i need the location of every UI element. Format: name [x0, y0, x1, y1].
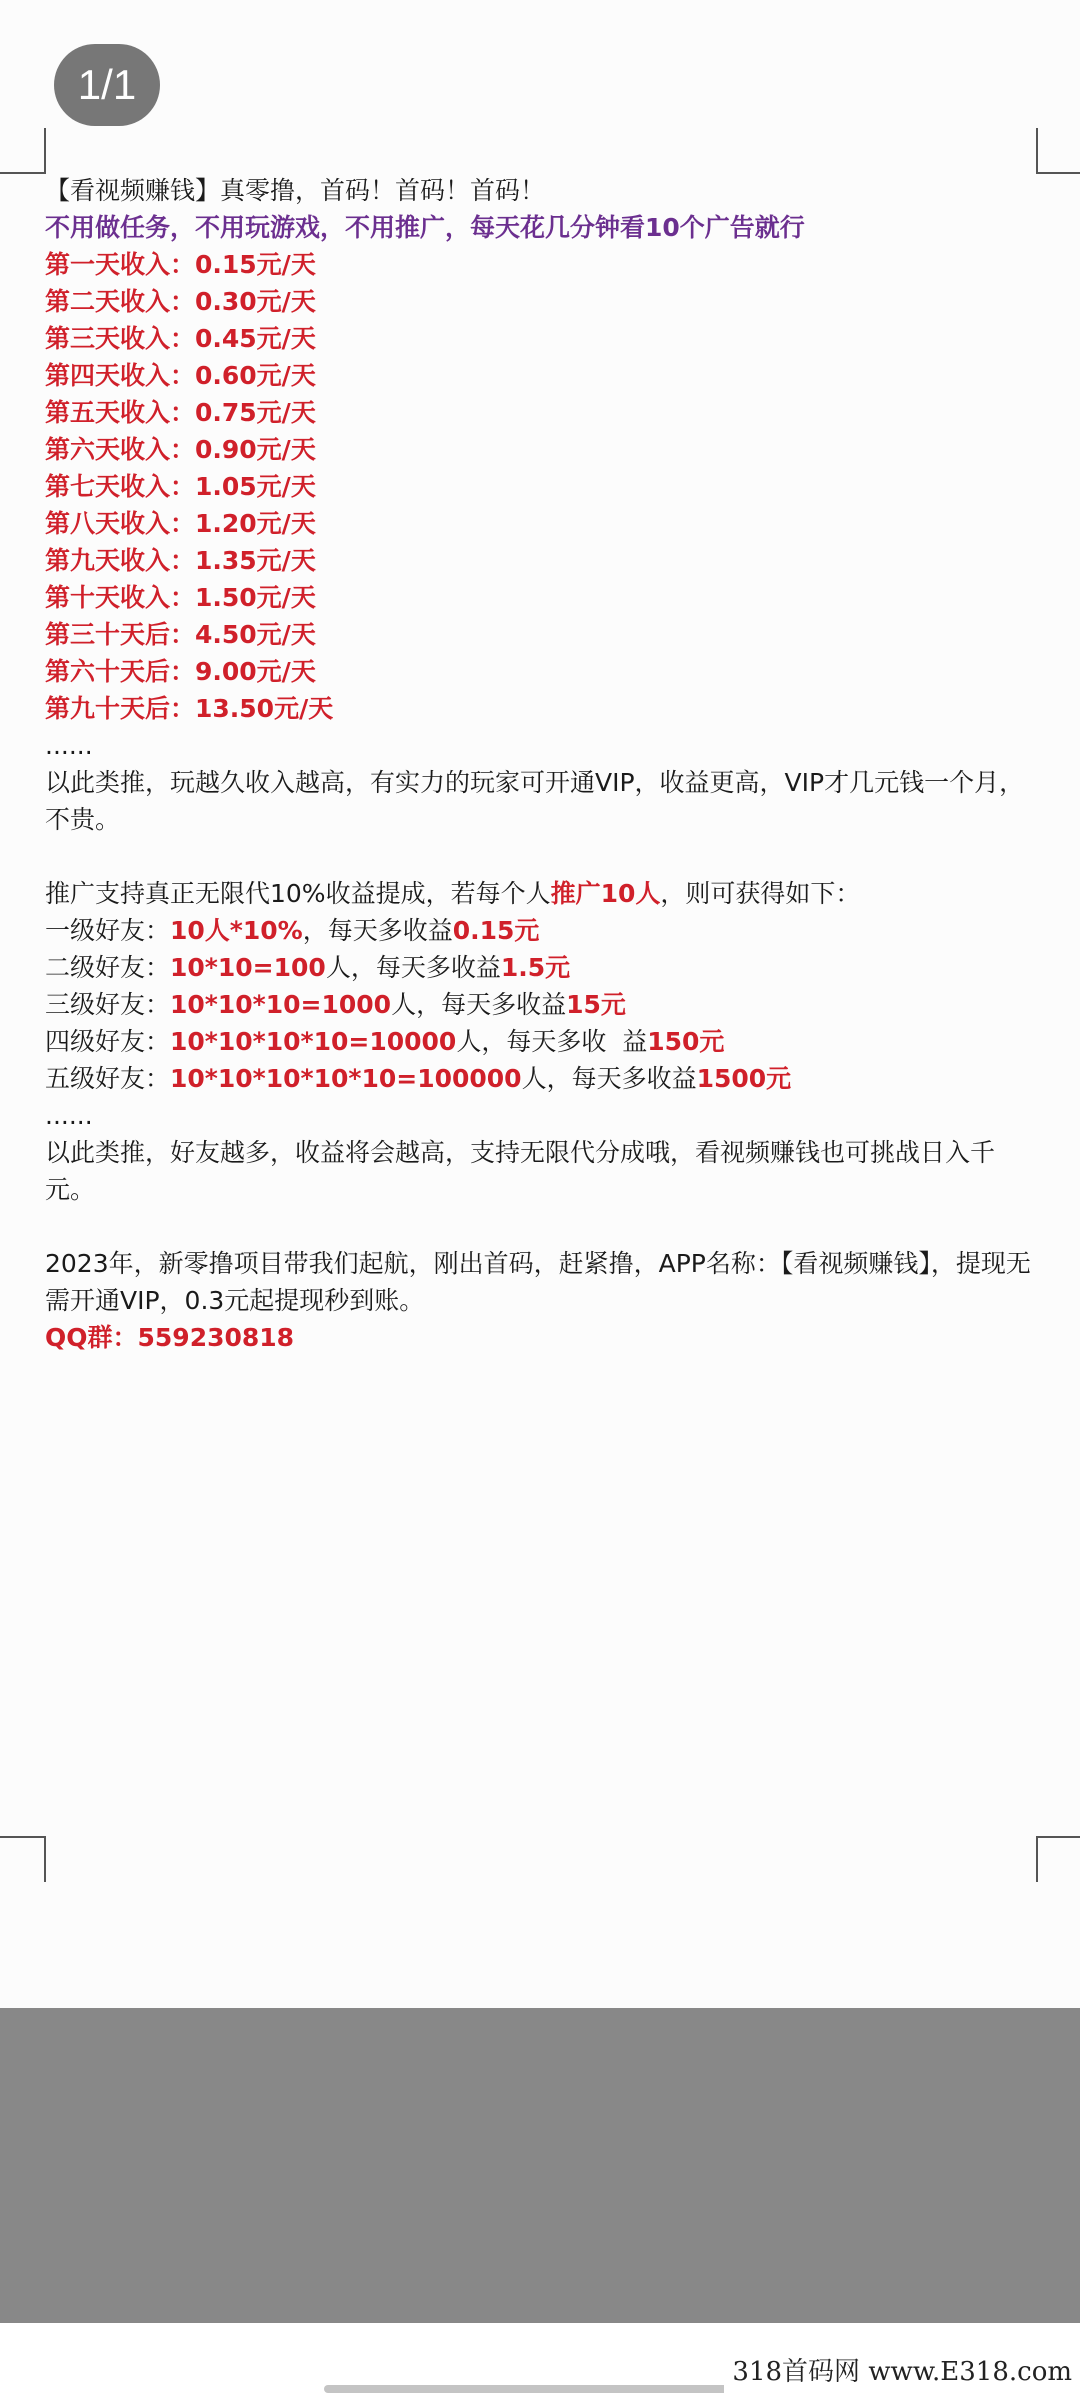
level-middle: ，每天多收益 [302, 916, 453, 945]
qq-group: QQ群：559230818 [45, 1323, 295, 1352]
level-amount: 1.5元 [500, 953, 571, 982]
income-line: 第七天收入：1.05元/天 [45, 472, 316, 501]
income-line: 第三十天后：4.50元/天 [45, 620, 316, 649]
level-line [45, 986, 1040, 1023]
level-formula: 10*10*10*10*10=100000 [170, 1064, 522, 1093]
level-formula: 10*10*10*10=10000 [170, 1027, 457, 1056]
level-label: 二级好友： [45, 953, 171, 982]
level-amount: 150元 [647, 1027, 725, 1056]
income-line: 第二天收入：0.30元/天 [45, 287, 316, 316]
level-label: 三级好友： [45, 990, 171, 1019]
crop-mark-bottom-left [0, 1836, 46, 1882]
level-amount: 15元 [566, 990, 626, 1019]
more-paragraph: 以此类推，好友越多，收益将会越高，支持无限代分成哦，看视频赚钱也可挑战日入千元。 [45, 1138, 996, 1204]
crop-mark-top-right [1036, 128, 1080, 174]
document-body [45, 172, 1040, 1356]
crop-mark-top-left [0, 128, 46, 174]
level-label: 四级好友： [45, 1027, 171, 1056]
income-line: 第三天收入：0.45元/天 [45, 324, 316, 353]
level-amount: 0.15元 [452, 916, 540, 945]
level-middle: 人，每天多收 益 [456, 1027, 648, 1056]
promo-intro-text: 推广支持真正无限代10%收益提成，若每个人 [45, 879, 551, 908]
ellipsis: ...... [45, 1101, 93, 1130]
level-line [45, 1023, 1040, 1060]
site-watermark: 318首码网 www.E318.com [724, 2350, 1080, 2394]
vip-paragraph: 以此类推，玩越久收入越高，有实力的玩家可开通VIP，收益更高，VIP才几元钱一个月，不贵。 [45, 768, 1025, 834]
income-line: 第一天收入：0.15元/天 [45, 250, 316, 279]
level-formula: 10*10*10=1000 [170, 990, 392, 1019]
promo-intro [45, 875, 1040, 912]
crop-mark-bottom-right [1036, 1836, 1080, 1882]
income-list [45, 246, 1040, 727]
blank-line [45, 1208, 1040, 1245]
level-middle: 人，每天多收益 [325, 953, 501, 982]
level-formula: 10人*10% [170, 916, 303, 945]
income-line: 第六十天后：9.00元/天 [45, 657, 316, 686]
home-indicator-bar[interactable] [324, 2385, 756, 2393]
referral-levels [45, 912, 1040, 1097]
income-line: 第九十天后：13.50元/天 [45, 694, 334, 723]
income-line: 第四天收入：0.60元/天 [45, 361, 316, 390]
ellipsis: ...... [45, 731, 93, 760]
promo-intro-tail: ，则可获得如下： [660, 879, 861, 908]
blank-line [45, 838, 1040, 875]
income-line: 第九天收入：1.35元/天 [45, 546, 316, 575]
level-label: 一级好友： [45, 916, 171, 945]
level-line [45, 912, 1040, 949]
subline: 不用做任务，不用玩游戏，不用推广，每天花几分钟看10个广告就行 [45, 213, 805, 242]
app-paragraph: 2023年，新零撸项目带我们起航，刚出首码，赶紧撸，APP名称：【看视频赚钱】，提现无需开通VIP，0.3元起提现秒到账。 [45, 1249, 1031, 1315]
income-line: 第六天收入：0.90元/天 [45, 435, 316, 464]
viewer-bottom-panel [0, 2008, 1080, 2323]
income-line: 第五天收入：0.75元/天 [45, 398, 316, 427]
level-amount: 1500元 [696, 1064, 792, 1093]
level-line [45, 949, 1040, 986]
level-line [45, 1060, 1040, 1097]
level-middle: 人，每天多收益 [391, 990, 567, 1019]
level-label: 五级好友： [45, 1064, 171, 1093]
income-line: 第八天收入：1.20元/天 [45, 509, 316, 538]
level-formula: 10*10=100 [170, 953, 326, 982]
page-indicator-badge[interactable]: 1/1 [54, 44, 160, 126]
level-middle: 人，每天多收益 [521, 1064, 697, 1093]
income-line: 第十天收入：1.50元/天 [45, 583, 316, 612]
promo-intro-highlight: 推广10人 [550, 879, 661, 908]
headline: 【看视频赚钱】真零撸，首码！首码！首码！ [45, 176, 546, 205]
